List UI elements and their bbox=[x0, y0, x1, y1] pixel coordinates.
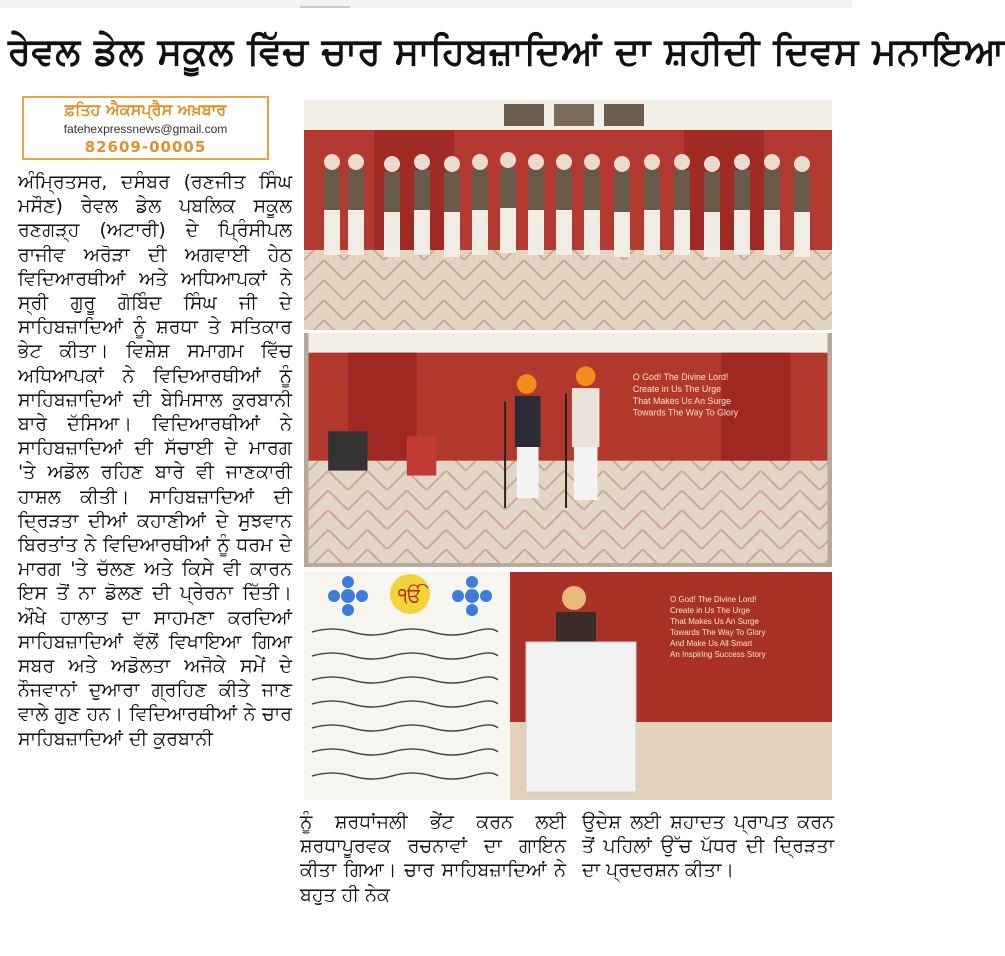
banner-line-1: O God! The Divine Lord! bbox=[632, 372, 729, 383]
photo-boys-at-microphones bbox=[304, 333, 832, 567]
article-column-3: ਉਦੇਸ਼ ਲਈ ਸ਼ਹਾਦਤ ਪ੍ਰਾਪਤ ਕਰਨ ਤੋਂ ਪਹਿਲਾਂ ਉੱਚ ਪੱਧਰ ਦੀ ਦ੍ਰਿੜਤਾ ਦਾ ਪ੍ਰਦਰਸ਼ਨ ਕੀਤਾ। bbox=[582, 811, 834, 882]
banner-line-a: O God! The Divine Lord! bbox=[670, 595, 757, 604]
photo-boys-at-microphones-art bbox=[304, 333, 832, 563]
brand-phone: 82609-00005 bbox=[84, 138, 207, 156]
article-column-1: ਅੰਮ੍ਰਿਤਸਰ, ਦਸੰਬਰ (ਰਣਜੀਤ ਸਿੰਘ ਮਸੌਣ) ਰੇਵਲ ਡੇਲ ਪਬਲਿਕ ਸਕੂਲ ਰਣਗੜ੍ਹ (ਅਟਾਰੀ) ਦੇ ਪ੍ਰਿੰਸੀਪਲ ਰਾਜੀਵ ਅਰੋੜਾ ਦੀ ਅਗਵਾਈ ਹੇਠ ਵਿਦਿਆਰਥੀਆਂ ਅਤੇ ਅਧਿਆਪਕਾਂ ਨੇ ਸ੍ਰੀ ਗੁਰੂ ਗੋਬਿੰਦ ਸਿੰਘ ਜੀ ਦੇ ਸਾਹਿਬਜ਼ਾਦਿਆਂ ਨੂੰ ਸ਼ਰਧਾ ਤੇ ਸਤਿਕਾਰ ਭੇਟ ਕੀਤਾ। ਵਿਸ਼ੇਸ਼ ਸਮਾਗਮ ਵਿੱਚ ਅਧਿਆਪਕਾਂ ਨੇ ਵਿਦਿਆਰਥੀਆਂ ਨੂੰ ਸਾਹਿਬਜ਼ਾਦਿਆਂ ਦੀ ਬੇਮਿਸਾਲ ਕੁਰਬਾਨੀ ਬਾਰੇ ਦੱਸਿਆ। ਵਿਦਿਆਰਥੀਆਂ ਨੇ ਸਾਹਿਬਜ਼ਾਦਿਆਂ ਦੀ ਸੱਚਾਈ ਦੇ ਮਾਰਗ 'ਤੇ ਅਡੋਲ ਰਹਿਣ ਬਾਰੇ ਵੀ ਜਾਣਕਾਰੀ ਹਾਸ਼ਲ ਕੀਤੀ। ਸਾਹਿਬਜ਼ਾਦਿਆਂ ਦੀ ਦ੍ਰਿੜਤਾ ਦੀਆਂ ਕਹਾਣੀਆਂ ਦੇ ਸੁਝਵਾਨ ਬਿਰਤਾਂਤ ਨੇ ਵਿਦਿਆਰਥੀਆਂ ਨੂੰ ਧਰਮ ਦੇ ਮਾਰਗ 'ਤੇ ਚੱਲਣ ਅਤੇ ਕਿਸੇ ਵੀ ਕਾਰਨ ਇਸ ਤੋਂ ਨਾ ਡੋਲਣ ਦੀ ਪ੍ਰੇਰਨਾ ਦਿੱਤੀ। ਔਖੇ ਹਾਲਾਤ ਦਾ ਸਾਹਮਣਾ ਕਰਦਿਆਂ ਸਾਹਿਬਜ਼ਾਦਿਆਂ ਵੱਲੋਂ ਵਿਖਾਇਆ ਗਿਆ ਸਬਰ ਅਤੇ ਅਡੋਲਤਾ ਅਜੋਕੇ ਸਮੇਂ ਦੇ ਨੌਜਵਾਨਾਂ ਦੁਆਰਾ ਗ੍ਰਹਿਣ ਕੀਤੇ ਜਾਣ ਵਾਲੇ ਗੁਣ ਹਨ। ਵਿਦਿਆਰਥੀਆਂ ਨੇ ਚਾਰ ਸਾਹਿਬਜ਼ਾਦਿਆਂ ਦੀ ਕੁਰਬਾਨੀ bbox=[18, 171, 292, 750]
banner-line-d: Towards The Way To Glory bbox=[670, 628, 766, 637]
article-column-2: ਨੂੰ ਸ਼ਰਧਾਂਜਲੀ ਭੇਂਟ ਕਰਨ ਲਈ ਸ਼ਰਧਾਪੂਰਵਕ ਰਚਨਾਵਾਂ ਦਾ ਗਾਇਨ ਕੀਤਾ ਗਿਆ। ਚਾਰ ਸਾਹਿਬਜ਼ਾਦਿਆਂ ਨੇ ਬਹੁਤ ਹੀ ਨੇਕ bbox=[300, 811, 566, 906]
photo-students-group-art bbox=[304, 100, 832, 330]
banner-line-3: That Makes Us An Surge bbox=[632, 395, 732, 406]
banner-line-f: An Inspiring Success Story bbox=[670, 650, 766, 659]
photo-students-group bbox=[304, 100, 832, 326]
banner-line-b: Create in Us The Urge bbox=[670, 606, 750, 615]
newspaper-brand-box bbox=[22, 96, 269, 160]
student-figures bbox=[324, 152, 810, 257]
brand-email: fatehexpressnews@gmail.com bbox=[63, 122, 228, 136]
banner-line-e: And Make Us All Smart bbox=[670, 639, 753, 648]
photo-poster-and-podium-art bbox=[304, 572, 832, 800]
banner-line-c: That Makes Us An Surge bbox=[670, 617, 759, 626]
ik-onkar-emblem: ੴ bbox=[397, 583, 423, 607]
banner-line-2: Create in Us The Urge bbox=[632, 383, 722, 394]
banner-line-4: Towards The Way To Glory bbox=[632, 407, 739, 418]
top-strip bbox=[0, 0, 852, 8]
headline: ਰੇਵਲ ਡੇਲ ਸਕੂਲ ਵਿੱਚ ਚਾਰ ਸਾਹਿਬਜ਼ਾਦਿਆਂ ਦਾ ਸ਼ਹੀਦੀ ਦਿਵਸ ਮਨਾਇਆ bbox=[8, 30, 1005, 73]
photo-poster-and-podium bbox=[304, 572, 832, 800]
top-strip-mark bbox=[300, 0, 350, 8]
brand-name: ਫ਼ਤਿਹ ਐਕਸਪ੍ਰੈਸ ਅਖ਼ਬਾਰ bbox=[64, 100, 227, 119]
podium bbox=[526, 642, 636, 792]
